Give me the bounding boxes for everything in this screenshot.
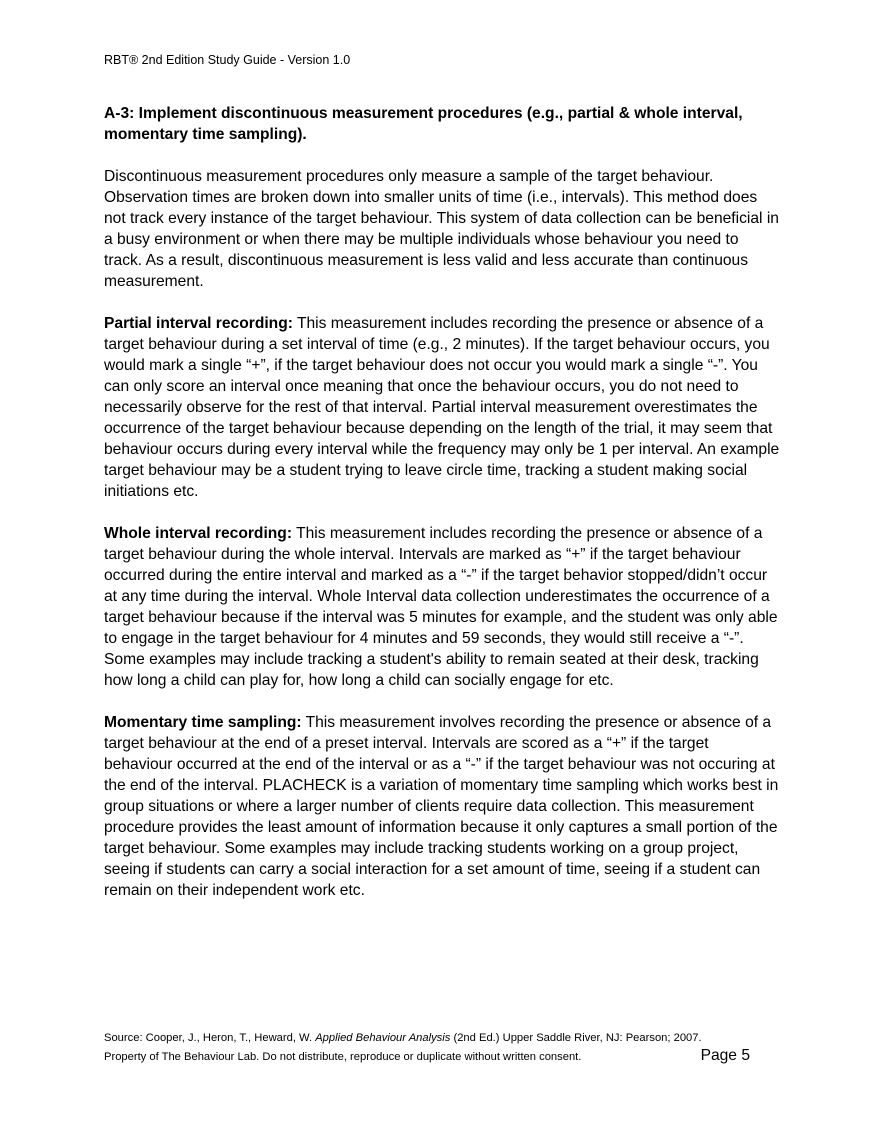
partial-interval-term: Partial interval recording:: [104, 315, 293, 332]
document-body: [104, 103, 780, 922]
property-notice: Property of The Behaviour Lab. Do not distribute, reproduce or duplicate without written consent.: [104, 1051, 582, 1063]
momentary-sampling-term: Momentary time sampling:: [104, 714, 302, 731]
source-prefix: Source: Cooper, J., Heron, T., Heward, W.: [104, 1032, 316, 1044]
footer-bottom-line: [104, 1047, 750, 1066]
whole-interval-term: Whole interval recording:: [104, 525, 293, 542]
source-citation: [104, 1030, 764, 1047]
whole-interval-paragraph: [104, 523, 780, 691]
partial-interval-paragraph: [104, 313, 780, 502]
page-number: Page 5: [700, 1047, 750, 1064]
partial-interval-text: This measurement includes recording the presence or absence of a target behaviour during a set interval of time (e.g., 2 minutes). If the target behaviour occurs, you would mark a single “+”, if the target behaviour does not occur you would mark a single “-”. You can only score an interval once meaning that once the behaviour occurs, you do not need to necessarily observe for the rest of that interval. Partial interval measurement overestimates the occurrence of the target behaviour because depending on the length of the trial, it may seem that behaviour occurs during every interval while the frequency may only be 1 per interval. An example target behaviour may be a student trying to leave circle time, tracking a student making social initiations etc.: [104, 315, 780, 500]
document-header: RBT® 2nd Edition Study Guide - Version 1.0: [104, 53, 351, 67]
document-footer: [104, 1030, 764, 1066]
source-suffix: (2nd Ed.) Upper Saddle River, NJ: Pearson; 2007.: [450, 1032, 702, 1044]
momentary-sampling-paragraph: [104, 712, 780, 901]
whole-interval-text: This measurement includes recording the presence or absence of a target behaviour during the whole interval. Intervals are marked as “+” if the target behaviour occurred during the entire interval and marked as a “-” if the target behavior stopped/didn’t occur at any time during the interval. Whole Interval data collection underestimates the occurrence of a target behaviour because if the interval was 5 minutes for example, and the student was only able to engage in the target behaviour for 4 minutes and 59 seconds, they would still receive a “-”. Some examples may include tracking a student's ability to remain seated at their desk, tracking how long a child can play for, how long a child can socially engage for etc.: [104, 525, 778, 689]
intro-paragraph: Discontinuous measurement procedures only measure a sample of the target behaviour. Observation times are broken down into smaller units of time (i.e., intervals). This method does not track every instance of the target behaviour. This system of data collection can be beneficial in a busy environment or when there may be multiple individuals whose behaviour you need to track. As a result, discontinuous measurement is less valid and less accurate than continuous measurement.: [104, 168, 779, 290]
section-heading: A-3: Implement discontinuous measurement procedures (e.g., partial & whole interval, momentary time sampling).: [104, 105, 743, 143]
source-title: Applied Behaviour Analysis: [315, 1032, 451, 1044]
momentary-sampling-text: This measurement involves recording the presence or absence of a target behaviour at the end of a preset interval. Intervals are scored as a “+” if the target behaviour occurred at the end of the interval or as a “-” if the target behaviour was not occuring at the end of the interval. PLACHECK is a variation of momentary time sampling which works best in group situations or where a larger number of clients require data collection. This measurement procedure provides the least amount of information because it only captures a small portion of the target behaviour. Some examples may include tracking students working on a group project, seeing if students can carry a social interaction for a set amount of time, seeing if a student can remain on their independent work etc.: [104, 714, 779, 899]
